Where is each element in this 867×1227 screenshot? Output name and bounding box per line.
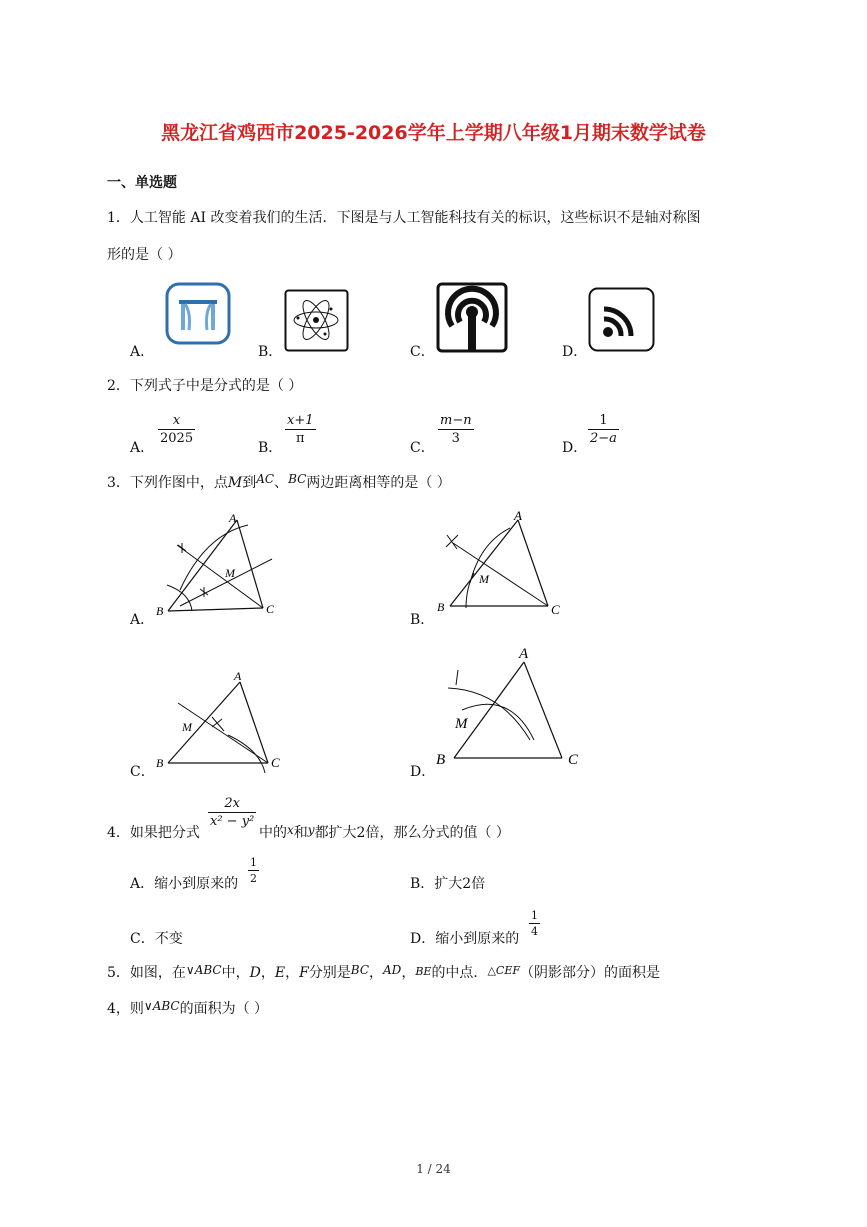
svg-text:M: M	[225, 566, 235, 580]
svg-text:B: B	[437, 600, 445, 614]
q1-option-d-label: D．	[562, 344, 588, 360]
q3-figure-d	[430, 640, 590, 775]
q3-figure-b	[430, 503, 570, 621]
q1-option-a-label: A．	[130, 344, 155, 360]
q2-option-d-fraction: 1 2−a	[590, 413, 617, 446]
q1-line2: 形的是（ ）	[107, 247, 182, 263]
q3-figure-c	[150, 665, 290, 775]
q4-suffix: 中的x和y都扩大2倍，那么分式的值（ ）	[259, 823, 510, 841]
atom-logo-icon	[284, 289, 349, 352]
q3-option-c-label: C．	[130, 764, 155, 780]
q4-prefix: 4．如果把分式	[107, 825, 200, 841]
q3-option-b-label: B．	[410, 612, 435, 628]
curtain-logo-icon	[165, 282, 231, 345]
q2-option-b-label: B．	[258, 440, 283, 456]
q3-text: 3．下列作图中，点M到AC、BC两边距离相等的是（ ）	[107, 472, 451, 491]
svg-text:A: A	[519, 646, 529, 662]
q4-option-d-fraction: 1 4	[531, 909, 538, 938]
svg-text:C: C	[271, 755, 280, 770]
svg-text:C: C	[551, 602, 560, 617]
svg-text:A: A	[229, 511, 237, 525]
q5-line1: 5．如图，在∨ABC中，D，E，F分别是BC，AD，BE的中点．$^{\triangle CEF}$（阴影部分）的面积是	[107, 963, 660, 981]
svg-text:A: A	[514, 508, 522, 523]
rss-feed-logo-icon	[588, 287, 655, 352]
page-title: 黑龙江省鸡西市2025-2026学年上学期八年级1月期末数学试卷	[161, 122, 706, 144]
svg-text:B: B	[436, 752, 446, 768]
q3-option-a-label: A．	[130, 612, 155, 628]
signal-antenna-logo-icon	[436, 282, 508, 353]
q2-option-b-fraction: x+1 π	[287, 413, 314, 446]
q4-option-b: B．扩大2倍	[410, 876, 486, 892]
q1-line1: 1．人工智能 AI 改变着我们的生活．下图是与人工智能科技有关的标识，这些标识不是轴对称图	[107, 210, 701, 226]
q2-text: 2．下列式子中是分式的是（ ）	[107, 378, 303, 394]
q4-option-c: C．不变	[130, 931, 183, 947]
page-number: 1 / 24	[416, 1162, 451, 1176]
svg-text:B: B	[156, 604, 164, 618]
svg-text:M: M	[479, 572, 489, 586]
section-heading: 一、单选题	[107, 175, 177, 191]
q4-option-d: D．缩小到原来的	[410, 931, 520, 947]
svg-text:A: A	[234, 669, 242, 683]
svg-text:B: B	[156, 756, 164, 770]
q2-option-a-label: A．	[130, 440, 155, 456]
q3-figure-a	[150, 505, 290, 620]
svg-text:C: C	[568, 752, 579, 768]
q2-option-a-fraction: x 2025	[160, 413, 194, 446]
q4-fraction: 2x x² − y²	[210, 796, 255, 829]
svg-text:C: C	[266, 602, 275, 616]
q4-option-a-fraction: 1 2	[250, 856, 257, 885]
q5-line2: 4，则∨ABC的面积为（ ）	[107, 999, 269, 1017]
q2-option-c-label: C．	[410, 440, 435, 456]
q3-option-d-label: D．	[410, 764, 436, 780]
q4-option-a: A．缩小到原来的	[130, 876, 239, 892]
svg-text:M: M	[455, 716, 468, 732]
q2-option-c-fraction: m−n 3	[440, 413, 472, 446]
q1-option-c-label: C．	[410, 344, 435, 360]
q1-option-b-label: B．	[258, 344, 283, 360]
svg-text:M: M	[182, 720, 192, 734]
q2-option-d-label: D．	[562, 440, 588, 456]
